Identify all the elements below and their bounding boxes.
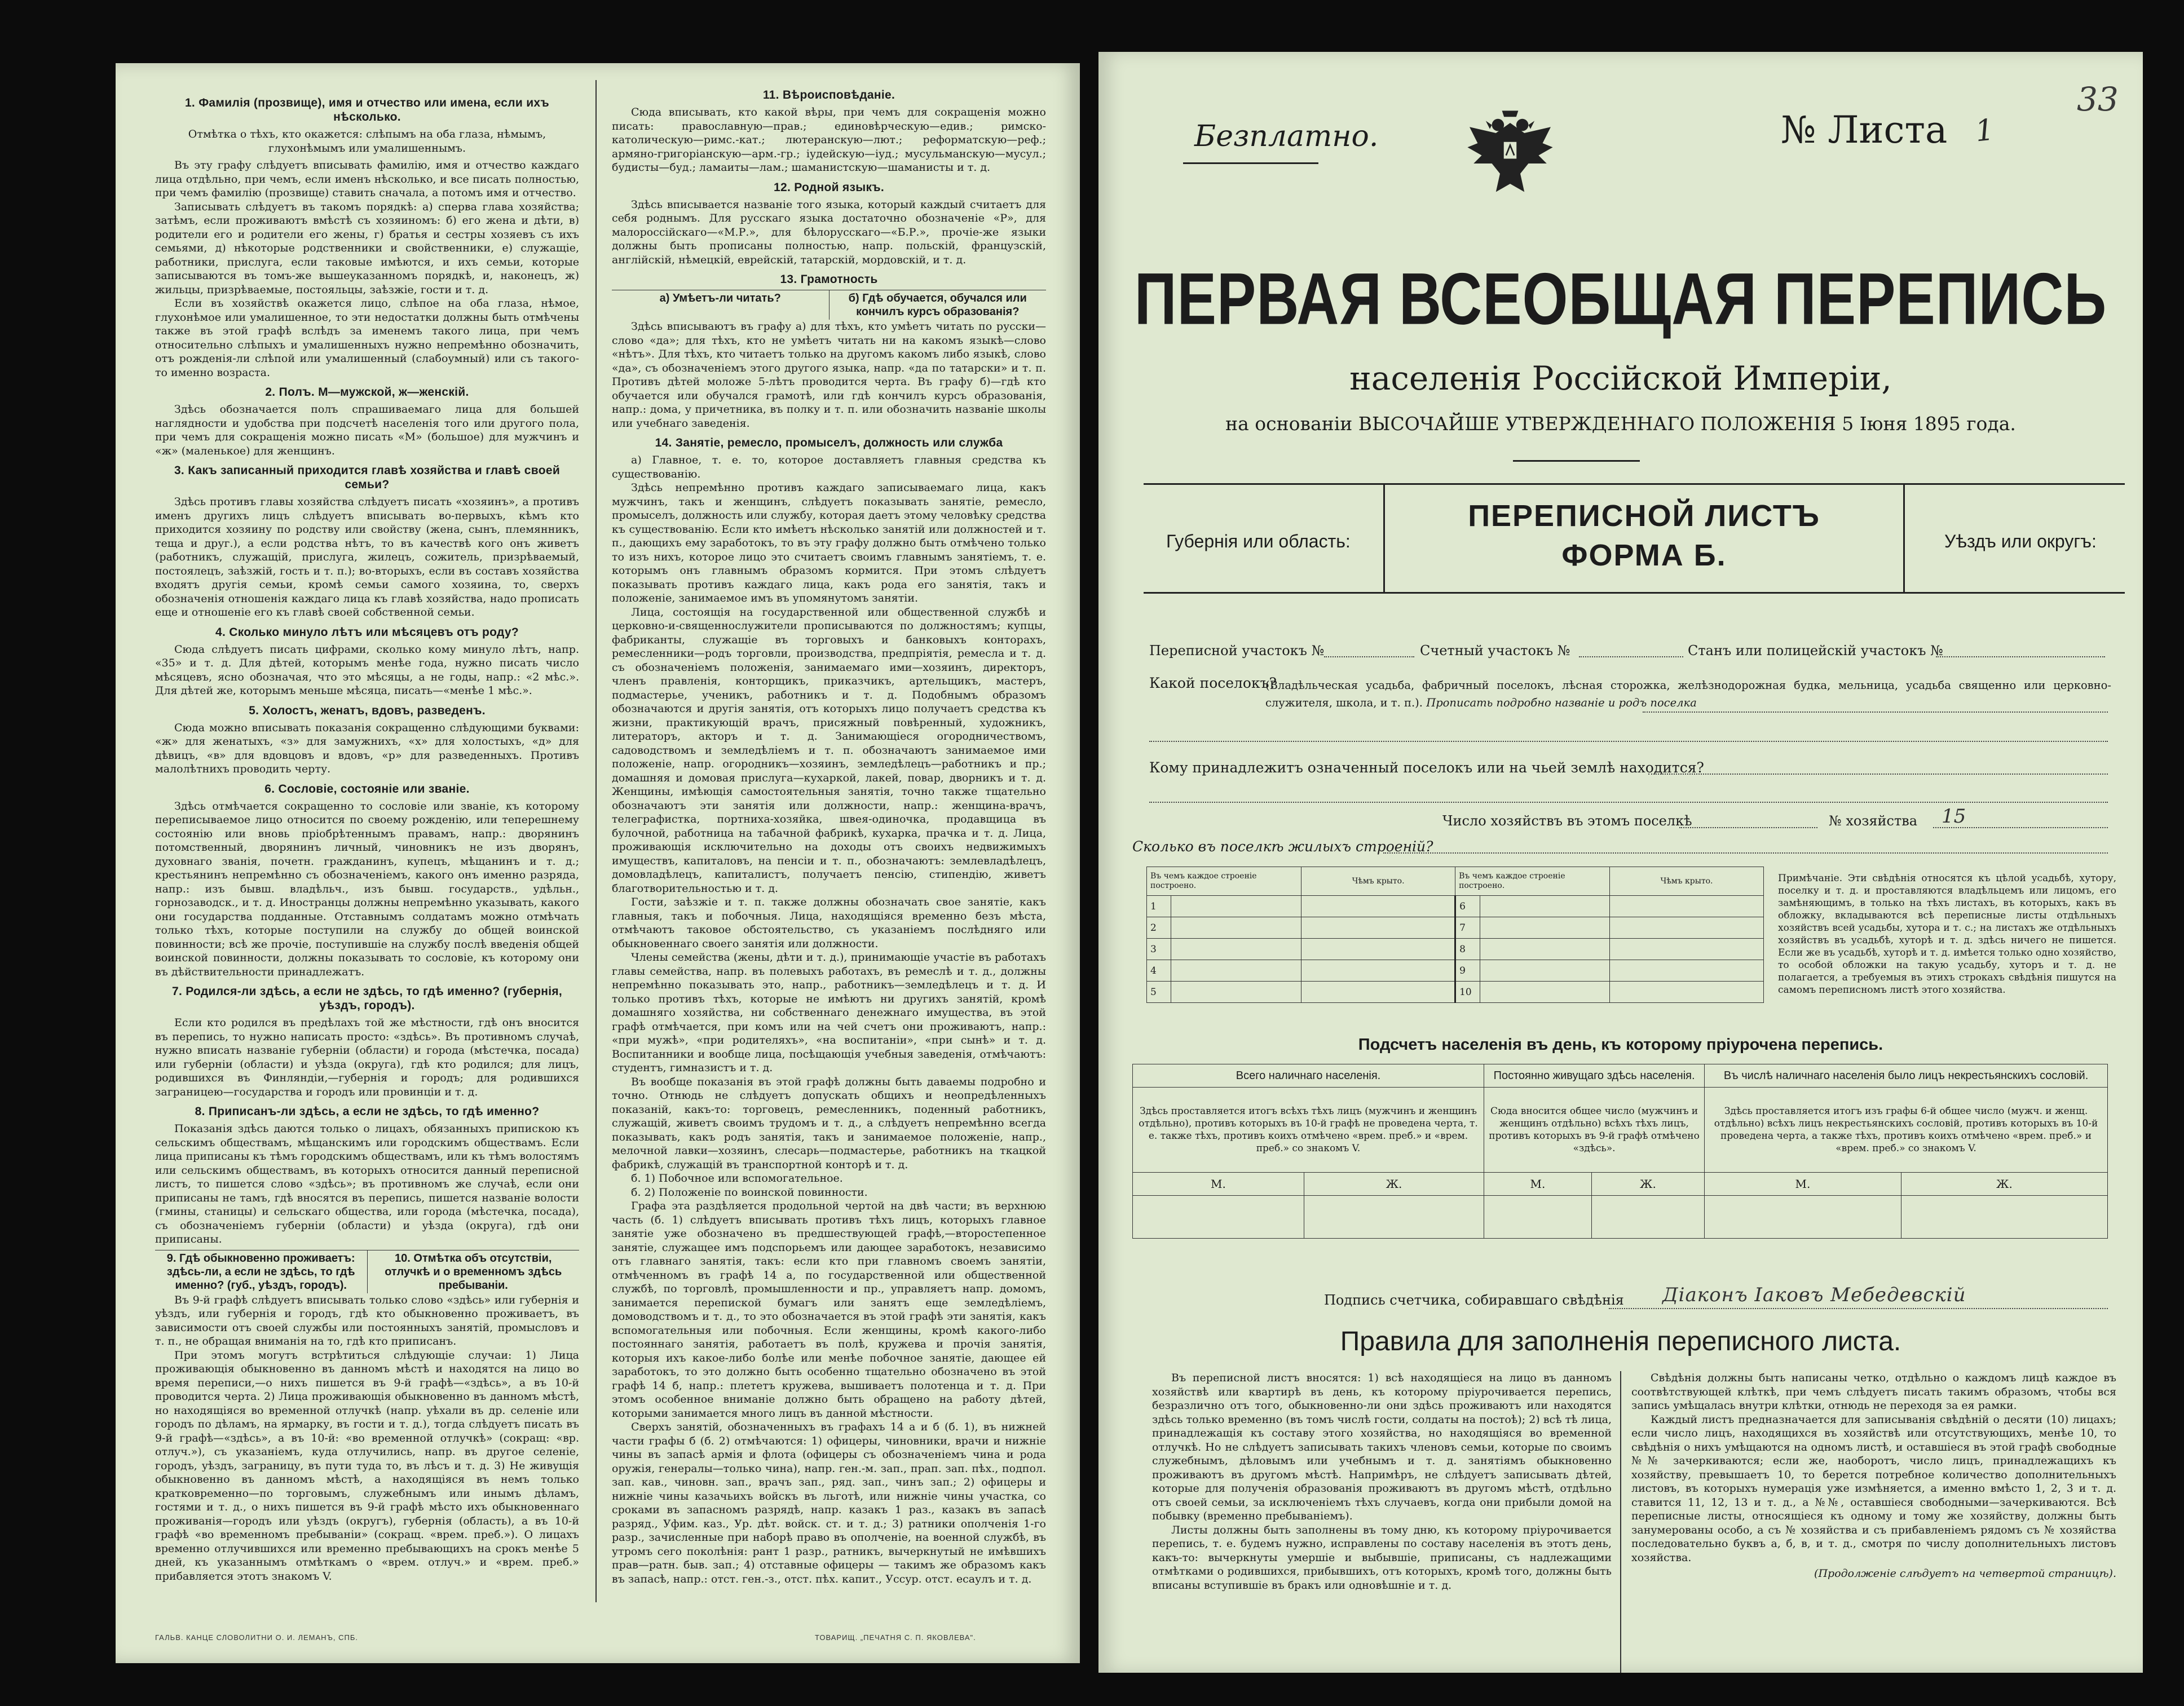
population-col-total-title: Всего наличнаго населенія.	[1133, 1064, 1484, 1088]
section-heading: 1. Фамилія (прозвище), имя и отчество или имена, если ихъ нѣсколько.	[184, 96, 550, 123]
building-row-number: 10	[1455, 982, 1480, 1003]
building-row-number: 3	[1147, 939, 1171, 960]
household-number-label: № хозяйства	[1829, 813, 1918, 829]
signature-field[interactable]	[1609, 1308, 2108, 1309]
population-col-permanent-title: Постоянно живущаго здѣсь населенія.	[1484, 1064, 1705, 1088]
building-material-cell[interactable]	[1171, 939, 1301, 960]
signature-value: Діаконъ Іаковъ Мебедевскій	[1662, 1284, 1966, 1306]
section-paragraph: Въ эту графу слѣдуетъ вписывать фамилію, имя и отчество каждаго лица отдѣльно, при чемъ, если именъ нѣсколько, и все писать полностью, при чемъ фамилію (прозвище) ставить сначала, а потомъ имя и отчество.	[155, 159, 579, 199]
sheet-name-line-1: ПЕРЕПИСНОЙ ЛИСТЪ	[1468, 499, 1820, 533]
rules-paragraph: Каждый листъ предназначается для записыванія свѣдѣній о десяти (10) лицахъ; если число лицъ, находящихся въ хозяйствѣ или отсутствующихъ, менѣе 10, то свѣдѣнія о нихъ умѣщаются на одномъ листѣ, и оставшіеся въ этой графѣ свободные №№ зачеркиваются; если же, наоборотъ, число лицъ, принадлежащихъ къ хозяйству, превышаетъ 10, то берется потребное количество дополнительныхъ листовъ, въ которыхъ нумерація уже измѣняется, а именно вмѣсто 1, 2, 3 и т. д. ставится 11, 12, 13 и т. д., а №№, оставшіеся свободными—зачеркиваются. Всѣ переписные листы, относящіеся къ одному и тому же хозяйству, должны быть занумерованы особо, а съ № хозяйства и съ прибавленіемъ рядомъ съ № хозяйства последовательно буквъ а, б, в, и т. д., смотря по числу дополнительныхъ листовъ хозяйства.	[1631, 1413, 2116, 1564]
section-paragraph: Гости, заѣзжіе и т. п. также должны обозначать свое занятіе, какъ главныя, такъ и побочныя. Лица, находящіяся временно безъ мѣста, отмѣчаютъ таковое обстоятельство, съ указаніемъ послѣдняго или обыкновеннаго своего занятія или должности.	[612, 896, 1046, 950]
building-material-cell[interactable]	[1480, 939, 1610, 960]
household-number-field[interactable]	[1933, 827, 2108, 828]
population-table	[1132, 1064, 2108, 1239]
split-heading-box	[612, 290, 1046, 320]
rules-divider	[1620, 1371, 1621, 1673]
section-paragraph: Показанія здѣсь даются только о лицахъ, обязанныхъ припискою къ сельскимъ обществамъ, мѣщанскимъ или городскимъ обществамъ. Если лица приписаны къ тѣмъ городскимъ обществамъ, или къ тѣмъ волостямъ или сельскимъ обществамъ, въ которыхъ относится данный переписной листъ, то пишется слово «здѣсь»; въ противномъ же случаѣ, если они приписаны не тамъ, гдѣ вносятся въ перепись, пишется названіе волости (гмины, станицы) и сельскаго общества, или города (мѣстечка, посада), съ обозначеніемъ губерніи (области) и уѣзда (округа), гдѣ они приписаны.	[155, 1122, 579, 1245]
buildings-header-roof: Чѣмъ крыто.	[1301, 867, 1455, 896]
settlement-hint-italic: Прописать подробно названіе и родъ поселка	[1426, 696, 1697, 709]
sheet-header-box	[1144, 483, 2125, 594]
building-material-cell[interactable]	[1480, 896, 1610, 917]
buildings-header-roof-2: Чѣмъ крыто.	[1610, 867, 1764, 896]
building-row-number: 9	[1455, 960, 1480, 982]
buildings-row	[1147, 917, 1764, 939]
households-field[interactable]	[1679, 827, 1817, 828]
buildings-row	[1147, 982, 1764, 1003]
building-material-cell[interactable]	[1480, 982, 1610, 1003]
left-page	[116, 63, 1080, 1663]
footer-left-printer: ГАЛЬВ. КАНЦЕ СЛОВОЛИТНИ О. И. ЛЕМАНЪ, СПБ.	[155, 1633, 358, 1642]
section-paragraph: Лица, состоящія на государственной или общественной службѣ и церковно-и-священнослужители прописываются по должностямъ; купцы, фабриканты, служащіе въ торговыхъ и банковыхъ конторахъ, ремесленники—родъ торговли, производства, предпріятія, ремесла и т. д. съ обозначеніемъ положенія, занимаемаго ими—хозяинъ, директоръ, членъ правленія, конторщикъ, приказчикъ, артельщикъ, мастеръ, подмастерье, ученикъ, работникъ и т. д. Подобнымъ образомъ обозначаются и другія занятія, отъ которыхъ лицо получаетъ средства къ жизни, практикующій врачъ, присяжный повѣренный, художникъ, литераторъ, акторъ и т. д. Занимающіеся огородничествомъ, садоводствомъ и земледѣліемъ и т. п. обозначаютъ занимаемое ими положеніе, напр. огородникъ—хозяинъ, земледѣлецъ—работникъ и пр.; домашняя и домовая прислуга—кухаркой, лакей, повар, дворникъ и т. д. Женщины, имѣющія самостоятельныя занятія, точно также тщательно обозначаютъ эти занятія или должности, напр.: женщина-врачъ, телеграфистка, портниха-хозяйка, швея-одиночка, продавщица въ булочной, работница на табачной фабрикѣ, кухарка, прачка и т. д. Лица, проживающія исключительно на доходы отъ своихъ недвижимыхъ имуществъ, капиталовъ, на пенсіи и т. п., обозначаютъ: землевладѣлецъ, домовладѣлецъ, капиталистъ, получаетъ пенсію, стипендію, живетъ благотворительностью и т. д.	[612, 606, 1046, 895]
building-roof-cell[interactable]	[1610, 917, 1764, 939]
section-heading: 5. Холостъ, женатъ, вдовъ, разведенъ.	[249, 704, 486, 717]
split-heading-right: б) Гдѣ обучается, обучался или кончилъ курсъ образованія?	[848, 292, 1027, 318]
section-paragraph: Здѣсь обозначается полъ спрашиваемаго лица для большей наглядности и удобства при подсчетѣ населенія того или другого пола, при чемъ для сокращенія можно писать «М» (большое) для мужчинъ и «ж» (маленькое) для женщинъ.	[155, 403, 579, 457]
right-page	[1098, 52, 2143, 1673]
section-paragraph: При этомъ могутъ встрѣтиться слѣдующіе случаи: 1) Лица проживающія обыкновенно въ данномъ мѣстѣ и находятся на лицо во время переписи,—о нихъ пишется въ 9-й графѣ—«здѣсь», а въ 10-й проводится черта. 2) Лица проживающія обыкновенно въ данномъ мѣстѣ, но находящіяся во временной отлучкѣ (напр. уѣхали въ др. селеніе или городъ по дѣламъ, на ярмарку, въ гости и т. д.), тогда слѣдуетъ писать въ 9-й графѣ—«здѣсь», а въ 10-й: «во временной отлучкѣ» (сокращ: «вр. отлуч.»), съ указаніемъ, куда отлучились, напр. въ другое селеніе, городъ, уѣздъ, заграницу, въ пути туда то, въ лѣсъ и т. д. 3) Не живущія обыкновенно въ данномъ мѣстѣ, а находящіяся въ немъ только кратковременно—по торговымъ, служебнымъ или инымъ дѣламъ, гостями и т. д., о нихъ пишется въ 9-й графѣ мѣсто ихъ обыкновеннаго проживанія—городъ или уѣздъ (округъ), губернія (область), а въ 10-й графѣ «во временномъ пребываніи» (сокращ. «врем. преб.»). О лицахъ временно отлучившихся или временно пребывающихъ на срокъ менѣе 5 дней, къ указаннымъ отмѣткамъ о «врем. отлуч.» и «врем. преб.» прибавляется этотъ знакомъ V.	[155, 1349, 579, 1583]
building-material-cell[interactable]	[1171, 917, 1301, 939]
census-title: ПЕРВАЯ ВСЕОБЩАЯ ПЕРЕПИСЬ	[1134, 258, 2107, 341]
owner-label: Кому принадлежитъ означенный поселокъ или на чьей землѣ находится?	[1149, 759, 1704, 776]
footer-right-printer: ТОВАРИЩ. „ПЕЧАТНЯ С. П. ЯКОВЛЕВА".	[815, 1633, 976, 1642]
building-row-number: 6	[1455, 896, 1480, 917]
section-heading: 13. Грамотность	[780, 273, 878, 286]
column-divider	[595, 80, 597, 1602]
section-paragraph: Здѣсь противъ главы хозяйства слѣдуетъ писать «хозяинъ», а противъ именъ другихъ лицъ слѣдуетъ вписывать во-первыхъ, кѣмъ кто приходится хозяину по родству или свойству (жена, сынъ, племянникъ, теща и друг.), а если родства нѣтъ, то въ качествѣ кого онъ живетъ (работникъ, служащій, прислуга, жилецъ, сожитель, призрѣваемый, постоялецъ, заѣзжій, гость и т. п.); во-вторыхъ, если въ составъ хозяйства входятъ другія семьи, кромѣ семьи самого хозяина, то, сверхъ обозначенія отношенія каждаго лица къ главѣ хозяйства, надо прописать еще и отношеніе его къ главѣ своей собственной семьи.	[155, 496, 579, 618]
split-heading-right: 10. Отмѣтка объ отсутствіи, отлучкѣ и о временномъ здѣсь пребываніи.	[385, 1252, 562, 1292]
section-paragraph: б. 1) Побочное или вспомогательное.	[631, 1172, 843, 1185]
instructions-column-a	[155, 90, 579, 1612]
building-material-cell[interactable]	[1480, 917, 1610, 939]
section-note: Отмѣтка о тѣхъ, кто окажется: слѣпымъ на оба глаза, нѣмымъ, глухонѣмымъ или умалишеннымъ.	[188, 128, 546, 154]
section-heading: 6. Сословіе, состояніе или званіе.	[264, 782, 470, 795]
buildings-row	[1147, 960, 1764, 982]
population-heading: Подсчетъ населенія въ день, къ которому пріурочена перепись.	[1358, 1036, 1883, 1054]
building-material-cell[interactable]	[1480, 960, 1610, 982]
sheet-name-line-2: ФОРМА Б.	[1561, 538, 1727, 572]
census-legal-basis: на основаніи ВЫСОЧАЙШЕ УТВЕРЖДЕННАГО ПОЛОЖЕНІЯ 5 Іюня 1895 года.	[1225, 413, 2016, 435]
section-paragraph: Сюда можно вписывать показанія сокращенно слѣдующими буквами: «ж» для женатыхъ, «з» для замужнихъ, «х» для холостыхъ, «д» для дѣвицъ, «в» для вдовцовъ и вдовъ, «р» для разведенныхъ. Противъ малолѣтнихъ проводить черту.	[155, 721, 579, 775]
rules-title: Правила для заполненія переписного листа.	[1340, 1327, 1901, 1356]
population-total-male-label: М.	[1133, 1173, 1304, 1196]
building-row-number: 5	[1147, 982, 1171, 1003]
buildings-note: Примѣчаніе. Эти свѣдѣнія относятся къ цѣлой усадьбѣ, хутору, поселку и т. д. и проставляются владѣльцемъ или лицомъ, его замѣняющимъ, в только на тѣхъ листахъ, въ которыхъ, какъ въ обложку, вкладываются всѣ переписные листы отдѣльныхъ хозяйствъ всей усадьбы, хутора и т. с.; на листахъ же отдѣльныхъ хозяйствъ въ усадьбѣ, хуторѣ и т. д. здѣсь ничего не пишется. Если же въ усадьбѣ, хуторѣ и т. д. имѣется только одно хозяйство, то особой обложки на такую усадьбу, хуторъ и т. д. не полагается, а требуемыя въ этихъ строкахъ свѣдѣнія пишутся на самомъ переписномъ листѣ этого хозяйства.	[1778, 873, 2116, 996]
free-label-underline	[1183, 162, 1318, 164]
building-roof-cell[interactable]	[1301, 982, 1455, 1003]
sheet-form-title	[1383, 485, 1905, 575]
population-permanent-male-label: М.	[1484, 1173, 1592, 1196]
section-paragraph: Сюда слѣдуетъ писать цифрами, сколько кому минуло лѣтъ, напр. «35» и т. д. Для дѣтей, которымъ менѣе года, нужно писать число мѣсяцевъ, ясно обозначая, что это мѣсяцы, а не годы, напр.: «2 мѣс.». Для дѣтей же, которымъ меньше мѣсяца, писать—«менѣе 1 мѣс.».	[155, 643, 579, 697]
building-roof-cell[interactable]	[1301, 896, 1455, 917]
count-district-field[interactable]	[1579, 656, 1683, 657]
household-number-value: 15	[1942, 805, 1966, 828]
rules-column-a	[1152, 1371, 1612, 1592]
section-heading: 11. Вѣроисповѣданіе.	[762, 89, 895, 101]
buildings-header-material-2: Въ чемъ каждое строеніе построено.	[1455, 867, 1610, 896]
section-paragraph: Сюда вписывать, кто какой вѣры, при чемъ для сокращенія можно писать: православную—прав.; единовѣрческую—едив.; римско-католическую—римс.-кат.; лютеранскую—лют.; реформатскую—реф.; армяно-григоріанскую—арм.-гр.; іудейскую—іуд.; мусульманскую—мусул.; будисты—буд.; ламаиты—лам.; шаманистскую—шаманисты и т. д.	[612, 106, 1046, 174]
building-roof-cell[interactable]	[1301, 917, 1455, 939]
buildings-table	[1146, 867, 1764, 1003]
population-total-female-cell[interactable]	[1304, 1196, 1484, 1239]
population-total-female-label: Ж.	[1304, 1173, 1484, 1196]
population-permanent-female-cell[interactable]	[1591, 1196, 1704, 1239]
census-subtitle: населенія Россійской Имперіи,	[1349, 359, 1892, 397]
population-col-nonpeasant-title: Въ числѣ наличнаго населенія было лицъ некрестьянскихъ сословій.	[1705, 1064, 2108, 1088]
building-row-number: 2	[1147, 917, 1171, 939]
rules-column-b	[1631, 1371, 2116, 1581]
population-total-male-cell[interactable]	[1133, 1196, 1304, 1239]
buildings-header-material: Въ чемъ каждое строеніе построено.	[1147, 867, 1301, 896]
section-paragraph: Записывать слѣдуетъ въ такомъ порядкѣ: а) сперва глава хозяйства; затѣмъ, если проживаютъ вмѣстѣ съ хозяиномъ: б) его жена и дѣти, в) родители его и родители его жены, г) братья и сестры хозяевъ съ ихъ семьями, д) нѣкоторые родственники и свойственники, е) служащіе, работники, прислуга, если таковые имѣются, и ихъ семьи, которые записываются въ томъ-же вышеуказанномъ порядкѣ, и, наконецъ, ж) жильцы, призрѣваемые, постояльцы, заѣзжіе, гости и т. д.	[155, 200, 579, 296]
building-row-number: 8	[1455, 939, 1480, 960]
population-nonpeasant-male-cell[interactable]	[1705, 1196, 1901, 1239]
section-heading: 3. Какъ записанный приходится главѣ хозяйства и главѣ своей семьи?	[174, 464, 561, 491]
section-heading: 12. Родной языкъ.	[773, 180, 885, 194]
settlement-field-line-2[interactable]	[1149, 741, 2108, 742]
building-material-cell[interactable]	[1171, 896, 1301, 917]
section-heading: 7. Родился-ли здѣсь, а если не здѣсь, то гдѣ именно? (губернія, уѣздъ, городъ).	[171, 985, 563, 1012]
rules-paragraph: Свѣдѣнія должны быть написаны четко, отдѣльно о каждомъ лицѣ каждое въ соотвѣтствующей клѣткѣ, при чемъ слѣдуетъ писать такимъ образомъ, чтобы вся запись умѣщалась внутри клѣтки, отнюдь не переходя за ея рамки.	[1631, 1372, 2116, 1412]
camp-label: Станъ или полицейскій участокъ №	[1688, 643, 1943, 658]
population-nonpeasant-female-cell[interactable]	[1901, 1196, 2107, 1239]
settlement-label: Какой поселокъ?	[1149, 675, 1277, 691]
building-roof-cell[interactable]	[1610, 896, 1764, 917]
section-paragraph: Члены семейства (жены, дѣти и т. д.), принимающіе участіе въ работахъ главы семейства, напр. въ полевыхъ работахъ, въ ремеслѣ и т. д., должны непремѣнно показывать это, напр., работникъ—земледѣлецъ и т. д. И только противъ тѣхъ, которые не имѣютъ ни другихъ занятій, кромѣ домашняго хозяйства, ни собственнаго денежнаго имущества, въ этой графѣ отмѣчается, при комъ или на чей счетъ они проживаютъ, напр.: «при мужѣ», «при родителяхъ», «на воспитаніи», «при сынѣ» и т. д. Воспитанники и вообще лица, посѣщающія учебныя заведенія, отмѣчаютъ: студентъ, гимназистъ и т. д.	[612, 951, 1046, 1074]
section-paragraph: Сверхъ занятій, обозначенныхъ въ графахъ 14 а и б (б. 1), въ нижней части графы б (б. 2) отмѣчаются: 1) офицеры, чиновники, врачи и нижніе чины въ запасѣ армія и флота (офицеры съ обозначеніемъ чина и рода оружія, генералы—только чина), напр. ген.-м. зап., прап. зап. пѣх., подпол. зап. кав., чиновн. зап., врачъ зап., ряд. зап., чинъ зап.; 2) офицеры и нижніе чины казачьихъ войскъ въ льготѣ, или нижніе чины участка, со сроками въ запасномъ разрядѣ, напр. казакъ 1 раз., казакъ въ запасѣ разряд., Уфим. каз., Ур. дѣт. войск. ст. и т. д.; 3) ратники ополченія 1-го разр., зачисленные при наборѣ право въ ополченіе, на военной службѣ, въ утромъ сего поколѣнія: рант 1 разр., ратникъ, вычеркнутый не имѣвшихъ прав—ратн. быв. зап.; 4) отставные офицеры — такимъ же образомъ какъ въ запасѣ, напр.: отст. ген.-з., отст. пѣх. капит., Уссур. отст. есаулъ и т. д.	[612, 1421, 1046, 1585]
settlement-field[interactable]	[1643, 711, 2108, 713]
section-paragraph: Если въ хозяйствѣ окажется лицо, слѣпое на оба глаза, нѣмое, глухонѣмое или умалишенное, то эти недостатки должны быть отмѣчены также въ этой графѣ вслѣдъ за именемъ такого лица, при чемъ относительно слѣпыхъ и умалишенныхъ нужно непремѣнно обозначить, отъ рожденія-ли слѣпой или умалишенный (слабоумный) или съ такого-то именно возраста.	[155, 297, 579, 379]
rules-paragraph: Въ переписной листъ вносятся: 1) всѣ находящіеся на лицо въ данномъ хозяйствѣ или квартирѣ въ день, къ которому пріурочивается перепись, безразлично отъ того, обыкновенно-ли они здѣсь проживаютъ или находятся здѣсь только временно (въ томъ числѣ гости, солдаты на постоѣ); 2) всѣ тѣ лица, принадлежащія къ составу этого хозяйства, но находящіяся во временной отлучкѣ. Но не слѣдуетъ записывать такихъ членовъ семьи, которые по своимъ служебнымъ, дѣловымъ или учебнымъ и т. д. занятіямъ обыкновенно проживаютъ въ другомъ мѣстѣ. Напримѣръ, не слѣдуетъ записывать дѣтей, которые для полученія образованія проживаютъ въ другомъ мѣстѣ, отдѣльно отъ своей семьи, за исключеніемъ тѣхъ случаевъ, когда они прибыли домой на побывку (временно пребываніемъ).	[1152, 1372, 1612, 1522]
signature-label: Подпись счетчика, собиравшаго свѣдѣнія	[1324, 1292, 1624, 1308]
settlement-hint-text: (Владѣльческая усадьба, фабричный поселокъ, лѣсная сторожка, желѣзнодорожная будка, мельница, усадьба священно или церковно-служителя, школа, и т. п.).	[1265, 679, 2111, 709]
section-heading: 14. Занятіе, ремесло, промыселъ, должность или служба	[655, 436, 1003, 449]
building-roof-cell[interactable]	[1301, 960, 1455, 982]
section-paragraph: Здѣсь вписывается названіе того языка, который каждый считаетъ для себя роднымъ. Для русскаго языка достаточно обозначеніе «Р», для малороссійскаго—«М.Р.», для бѣлорусскаго—«Б.Р.», прочіе-же языки должны быть прописаны полностью, напр. польскій, французскій, англійскій, нѣмецкій, еврейскій, татарскій, мордовскій, и т. д.	[612, 198, 1046, 266]
instructions-column-b	[612, 82, 1046, 1621]
section-paragraph: Здѣсь вписываютъ въ графу а) для тѣхъ, кто умѣетъ читать по русски—слово «да»; для тѣхъ, кто не умѣетъ читать ни на какомъ языкѣ—слово «нѣтъ». Для тѣхъ, кто читаетъ только на другомъ какомъ либо языкѣ, слово «да», съ обозначеніемъ этого другого языка, напр. «да по татарски» и т. п. Противъ дѣтей моложе 5-лѣтъ проводится черта. Въ графу б)—гдѣ кто обучается или обучался грамотѣ, или гдѣ кончилъ курсъ образованія, напр.: дома, у причетника, въ полку и т. п. или обозначить названіе школы или учебнаго заведенія.	[612, 320, 1046, 430]
dwellings-field[interactable]	[1383, 852, 2108, 854]
section-paragraph: а) Главное, т. е. то, которое доставляетъ главныя средства къ существованію.	[612, 454, 1046, 480]
double-headed-eagle-emblem-icon	[1459, 103, 1561, 204]
section-paragraph: Графа эта раздѣляется продольной чертой на двѣ части; въ верхнюю часть (б. 1) слѣдуетъ вписывать противъ тѣхъ лицъ, которыхъ главное занятіе уже обозначено въ предшествующей графѣ,—второстепенное занятіе, служащее имъ подспорьемъ или дающее заработокъ, независимо отъ главнаго занятія, такъ: если кто при главномъ своемъ занятіи, отмѣченномъ въ графѣ 14 а, по государственной или общественной службѣ, по торговлѣ, промышленности и пр., управляетъ напр. домомъ, занимается перепиской бумагъ или занятъ еще земледѣліемъ, домоводствомъ и т. д., то это обозначается въ этой графѣ эти занятія, какъ вспомогательныя или побочныя. Если женщины, кромѣ какого-либо постояннаго занятія, работаетъ въ полѣ, кружева и прочія занятія, которыя ихъ какое-либо болѣе или менѣе побочное занятіе, дающее ей заработокъ, то это должно быть особенно тщательно обозначено въ этой графѣ 14 б, напр.: плететъ кружева, вышиваетъ полотенца и т. д. При этомъ особенное вниманіе должно быть обращено на работу дѣтей, которыми занимается много лицъ въ данной мѣстности.	[612, 1200, 1046, 1420]
census-district-field[interactable]	[1324, 656, 1414, 657]
owner-field[interactable]	[1648, 774, 2108, 775]
building-row-number: 1	[1147, 896, 1171, 917]
section-heading: 8. Приписанъ-ли здѣсь, а если не здѣсь, то гдѣ именно?	[195, 1105, 540, 1118]
district-label: Уѣздъ или округъ:	[1944, 531, 2097, 551]
building-material-cell[interactable]	[1171, 960, 1301, 982]
rules-paragraph: Листы должны быть заполнены въ тому дню, къ которому пріурочивается перепись, т. е. будемъ нужно, исправлены по составу населенія въ этотъ день, какъ-то: вычеркнуты умершіе и выбывшіе, приписаны, съ надлежащими отмѣтками о родившихся, прибывшихъ, отъ которыхъ, кромѣ того, должны быть вписаны вступившіе въ бракъ или одновѣшніе и т. д.	[1152, 1523, 1612, 1592]
section-paragraph: Въ вообще показанія въ этой графѣ должны быть даваемы подробно и точно. Отнюдь не слѣдуетъ допускать общихъ и неопредѣленныхъ показаній, какъ-то: торговецъ, ремесленникъ, поденный работникъ, служащій, живетъ своимъ трудомъ и т. д., а слѣдуетъ непремѣнно всегда показывать, какъ родъ занятія, такъ и занимаемое положеніе, напр., мелочной лавки—хозяинъ, слесарь—подмастерье, работникъ на ткацкой фабрикѣ, служащій въ транспортной конторѣ и т. д.	[612, 1075, 1046, 1171]
sheet-number-value: 1	[1973, 113, 1996, 149]
building-roof-cell[interactable]	[1610, 982, 1764, 1003]
section-paragraph: Въ 9-й графѣ слѣдуетъ вписывать только слово «здѣсь» или губернія и уѣздъ, или губернія и городъ, гдѣ кто обыкновенно проживаетъ, въ зависимости отъ своей службы или постоянныхъ занятій, промысловъ и т. п., не обращая вниманія на то, гдѣ кто приписанъ.	[155, 1293, 579, 1347]
continued-note: (Продолженіе слѣдуетъ на четвертой страницѣ).	[1814, 1567, 2116, 1580]
section-heading: 2. Полъ. М—мужской, ж—женскій.	[265, 386, 469, 399]
section-paragraph: б. 2) Положеніе по воинской повинности.	[631, 1186, 868, 1199]
settlement-hint	[1265, 677, 2111, 711]
free-label: Безплатно.	[1194, 120, 1379, 153]
split-heading-left: а) Умѣетъ-ли читать?	[612, 290, 830, 320]
building-roof-cell[interactable]	[1610, 960, 1764, 982]
building-roof-cell[interactable]	[1610, 939, 1764, 960]
district-cell	[1903, 485, 2125, 592]
population-col-nonpeasant-desc: Здѣсь проставляется итогъ изъ графы 6-й общее число (мужч. и женщ. отдѣльно) всѣхъ лицъ некрестьянскихъ сословій, противъ которыхъ въ 10-й проведена черта, а также тѣхъ, противъ коихъ отмѣчено «врем. преб.» и «врем. преб.» со знакомъ V.	[1705, 1088, 2108, 1173]
population-nonpeasant-male-label: М.	[1705, 1173, 1901, 1196]
population-nonpeasant-female-label: Ж.	[1901, 1173, 2107, 1196]
section-heading: 4. Сколько минуло лѣтъ или мѣсяцевъ отъ роду?	[215, 625, 519, 639]
population-permanent-male-cell[interactable]	[1484, 1196, 1592, 1239]
population-permanent-female-label: Ж.	[1591, 1173, 1704, 1196]
owner-field-line-2[interactable]	[1149, 802, 2108, 803]
buildings-row	[1147, 939, 1764, 960]
section-paragraph: Если кто родился въ предѣлахъ той же мѣстности, гдѣ онъ вносится въ перепись, то нужно написать просто: «здѣсь». Въ противномъ случаѣ, нужно вписать названіе губерніи (области) и города (мѣстечка, посада) или губерніи (области) и уѣзда (округа), гдѣ кто родился; для лицъ, родившихся въ Финляндіи,—губернія и городъ; для родившихся заграницею—государства и городъ или провинціи и т. д.	[155, 1016, 579, 1098]
province-label: Губернія или область:	[1166, 531, 1351, 551]
building-row-number: 7	[1455, 917, 1480, 939]
population-col-total-desc: Здѣсь проставляется итогъ всѣхъ тѣхъ лицъ (мужчинъ и женщинъ отдѣльно), противъ которыхъ въ 10-й графѣ не проведена черта, т. е. также тѣхъ, противъ коихъ отмѣчено «врем. преб.» и «врем. преб.» со знакомъ V.	[1133, 1088, 1484, 1173]
building-row-number: 4	[1147, 960, 1171, 982]
dwellings-label: Сколько въ поселкѣ жилыхъ строеній?	[1132, 838, 1433, 855]
building-material-cell[interactable]	[1171, 982, 1301, 1003]
households-label: Число хозяйствъ въ этомъ поселкѣ	[1442, 813, 1692, 829]
count-district-label: Счетный участокъ №	[1420, 643, 1570, 658]
section-paragraph: Здѣсь отмѣчается сокращенно то сословіе или званіе, къ которому переписываемое лицо относится по своему рожденію, или теперешнему состоянію или вновь пріобрѣтеннымъ правамъ, напр.: дворянинъ потомственный, дворянинъ личный, чиновникъ не изъ дворянъ, духовнаго званія, почетн. гражданинъ, купецъ, мѣщанинъ и т. д.; крестьянинъ непремѣнно съ обозначеніемъ, какого онъ именно разряда, напр.: изъ бывш. владѣльч., изъ бывш. государств., удѣльн., горнозаводск., и т. д. Иностранцы должны непремѣнно указывать, какого они государства подданные. Отставнымъ солдатамъ можно отмѣчать только тѣхъ, которые поступили на службу до общей воинской повинности; всѣ же прочіе, поступившіе на службу послѣ введенія общей воинской повинности, должны показывать то сословіе, къ которому они въ дѣйствительности принадлежатъ.	[155, 799, 579, 978]
page-corner-number: 33	[2077, 80, 2119, 118]
split-heading-box	[155, 1250, 579, 1293]
province-cell	[1144, 485, 1385, 592]
census-district-label: Переписной участокъ №	[1149, 643, 1325, 658]
camp-field[interactable]	[1936, 656, 2105, 657]
sheet-number-label: № Листа	[1781, 108, 1948, 152]
building-roof-cell[interactable]	[1301, 939, 1455, 960]
buildings-row	[1147, 896, 1764, 917]
split-heading-left: 9. Гдѣ обыкновенно проживаетъ: здѣсь-ли, а если не здѣсь, то гдѣ именно? (губ., уѣздъ, городъ).	[155, 1250, 368, 1293]
population-col-permanent-desc: Сюда вносится общее число (мужчинъ и женщинъ отдѣльно) всѣхъ тѣхъ лицъ, противъ которыхъ въ 9-й графѣ отмѣчено «здѣсь».	[1484, 1088, 1705, 1173]
title-rule	[1513, 460, 1640, 462]
section-paragraph: Здѣсь непремѣнно противъ каждаго записываемаго лица, какъ мужчинъ, такъ и женщинъ, слѣдуетъ показывать занятіе, ремесло, промыселъ, должность или службу, которая даетъ этому человѣку средства къ существованію. Если кто имѣетъ нѣсколько занятій или должностей и т. п., дающихъ ему заработокъ, то въ эту графу должно быть отмѣчено только то изъ нихъ, которое лицо это считаетъ своимъ главнымъ занятіемъ, т. е. которымъ онъ главнымъ образомъ кормится. При этомъ слѣдуетъ показывать противъ каждаго лица, какъ рода его занятія, такъ и положеніе, занимаемое имъ въ упомянутомъ занятіи.	[612, 481, 1046, 604]
